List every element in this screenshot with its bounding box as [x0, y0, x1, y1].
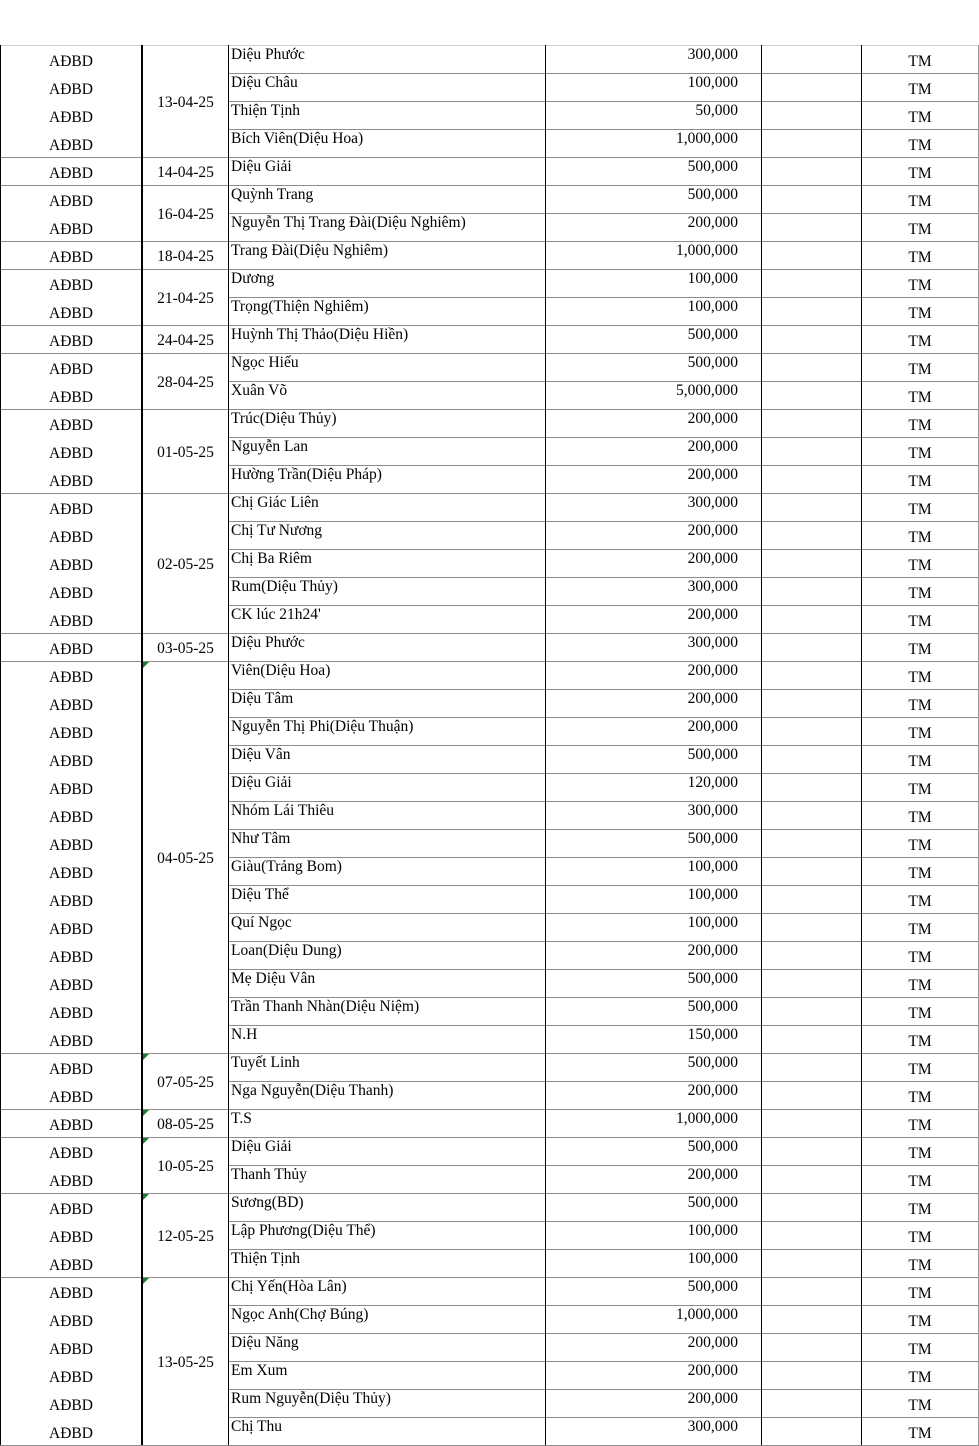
donor-name-cell[interactable]: Ngọc Hiếu	[228, 353, 545, 381]
date-cell[interactable]: 01-05-25	[142, 409, 228, 493]
note-cell[interactable]	[762, 1277, 862, 1305]
amount-cell[interactable]: 500,000	[545, 1277, 762, 1305]
note-cell[interactable]	[762, 1417, 862, 1445]
donor-name-cell[interactable]: Diệu Vân	[228, 745, 545, 773]
amount-cell[interactable]: 500,000	[545, 185, 762, 213]
payment-method-cell[interactable]: TM	[862, 1165, 979, 1193]
amount-cell[interactable]: 50,000	[545, 101, 762, 129]
account-code-cell[interactable]: AĐBD	[0, 297, 142, 325]
donor-name-cell[interactable]: Rum(Diệu Thủy)	[228, 577, 545, 605]
amount-cell[interactable]: 100,000	[545, 1249, 762, 1277]
comment-indicator-icon	[143, 1110, 149, 1116]
account-code-cell[interactable]: AĐBD	[0, 1249, 142, 1277]
account-code-cell[interactable]: AĐBD	[0, 941, 142, 969]
payment-method-cell[interactable]: TM	[862, 1109, 979, 1137]
donor-name-cell[interactable]: Diệu Thể	[228, 885, 545, 913]
amount-cell[interactable]: 100,000	[545, 73, 762, 101]
amount-cell[interactable]: 200,000	[545, 465, 762, 493]
amount-cell[interactable]: 100,000	[545, 913, 762, 941]
account-code-cell[interactable]: AĐBD	[0, 661, 142, 689]
payment-method-cell[interactable]: TM	[862, 1417, 979, 1445]
amount-cell[interactable]: 500,000	[545, 1053, 762, 1081]
amount-cell[interactable]: 300,000	[545, 633, 762, 661]
donor-name-cell[interactable]: Hường Trần(Diệu Pháp)	[228, 465, 545, 493]
account-code-cell[interactable]: AĐBD	[0, 73, 142, 101]
amount-cell[interactable]: 200,000	[545, 1081, 762, 1109]
date-cell[interactable]: 24-04-25	[142, 325, 228, 353]
payment-method-cell[interactable]: TM	[862, 465, 979, 493]
payment-method-cell[interactable]: TM	[862, 521, 979, 549]
note-cell[interactable]	[762, 1025, 862, 1053]
donor-name-cell[interactable]: Trang Đài(Diệu Nghiêm)	[228, 241, 545, 269]
amount-cell[interactable]: 500,000	[545, 745, 762, 773]
payment-method-cell[interactable]: TM	[862, 241, 979, 269]
account-code-cell[interactable]: AĐBD	[0, 1361, 142, 1389]
payment-method-cell[interactable]: TM	[862, 885, 979, 913]
note-cell[interactable]	[762, 157, 862, 185]
comment-indicator-icon	[143, 1194, 149, 1200]
amount-cell[interactable]: 300,000	[545, 801, 762, 829]
amount-cell[interactable]: 100,000	[545, 297, 762, 325]
amount-cell[interactable]: 5,000,000	[545, 381, 762, 409]
account-code-cell[interactable]: AĐBD	[0, 745, 142, 773]
account-code-cell[interactable]: AĐBD	[0, 577, 142, 605]
amount-cell[interactable]: 200,000	[545, 717, 762, 745]
note-cell[interactable]	[762, 353, 862, 381]
donor-name-cell[interactable]: Thiện Tịnh	[228, 101, 545, 129]
account-code-cell[interactable]: AĐBD	[0, 213, 142, 241]
account-code-cell[interactable]: AĐBD	[0, 773, 142, 801]
donor-name-cell[interactable]: Chị Giác Liên	[228, 493, 545, 521]
amount-cell[interactable]: 500,000	[545, 157, 762, 185]
payment-method-cell[interactable]: TM	[862, 549, 979, 577]
amount-cell[interactable]: 500,000	[545, 325, 762, 353]
payment-method-cell[interactable]: TM	[862, 577, 979, 605]
note-cell[interactable]	[762, 381, 862, 409]
note-cell[interactable]	[762, 1137, 862, 1165]
amount-cell[interactable]: 300,000	[545, 1417, 762, 1445]
date-cell[interactable]: 14-04-25	[142, 157, 228, 185]
account-code-cell[interactable]: AĐBD	[0, 325, 142, 353]
payment-method-cell[interactable]: TM	[862, 1389, 979, 1417]
payment-method-cell[interactable]: TM	[862, 213, 979, 241]
amount-cell[interactable]: 100,000	[545, 885, 762, 913]
account-code-cell[interactable]: AĐBD	[0, 1305, 142, 1333]
donor-name-cell[interactable]: Huỳnh Thị Thảo(Diệu Hiền)	[228, 325, 545, 353]
payment-method-cell[interactable]: TM	[862, 913, 979, 941]
note-cell[interactable]	[762, 1389, 862, 1417]
account-code-cell[interactable]: AĐBD	[0, 913, 142, 941]
donor-name-cell[interactable]: Em Xum	[228, 1361, 545, 1389]
account-code-cell[interactable]: AĐBD	[0, 885, 142, 913]
note-cell[interactable]	[762, 1361, 862, 1389]
donor-name-cell[interactable]: Trần Thanh Nhàn(Diệu Niệm)	[228, 997, 545, 1025]
donor-name-cell[interactable]: Mẹ Diệu Vân	[228, 969, 545, 997]
account-code-cell[interactable]: AĐBD	[0, 1193, 142, 1221]
note-cell[interactable]	[762, 829, 862, 857]
donor-name-cell[interactable]: Dương	[228, 269, 545, 297]
account-code-cell[interactable]: AĐBD	[0, 381, 142, 409]
donor-name-cell[interactable]: Diệu Phước	[228, 45, 545, 73]
amount-cell[interactable]: 100,000	[545, 269, 762, 297]
donor-name-cell[interactable]: T.S	[228, 1109, 545, 1137]
payment-method-cell[interactable]: TM	[862, 1277, 979, 1305]
amount-cell[interactable]: 1,000,000	[545, 1109, 762, 1137]
amount-cell[interactable]: 200,000	[545, 213, 762, 241]
note-cell[interactable]	[762, 409, 862, 437]
note-cell[interactable]	[762, 1053, 862, 1081]
amount-cell[interactable]: 500,000	[545, 969, 762, 997]
note-cell[interactable]	[762, 45, 862, 73]
date-cell[interactable]: 03-05-25	[142, 633, 228, 661]
donor-name-cell[interactable]: Ngọc Anh(Chợ Búng)	[228, 1305, 545, 1333]
payment-method-cell[interactable]: TM	[862, 1249, 979, 1277]
amount-cell[interactable]: 500,000	[545, 353, 762, 381]
donor-name-cell[interactable]: Nguyễn Thị Phi(Diệu Thuận)	[228, 717, 545, 745]
account-code-cell[interactable]: AĐBD	[0, 465, 142, 493]
date-cell[interactable]: 13-04-25	[142, 45, 228, 157]
note-cell[interactable]	[762, 913, 862, 941]
note-cell[interactable]	[762, 1193, 862, 1221]
donor-name-cell[interactable]: Quí Ngọc	[228, 913, 545, 941]
payment-method-cell[interactable]: TM	[862, 325, 979, 353]
comment-indicator-icon	[143, 1054, 149, 1060]
note-cell[interactable]	[762, 493, 862, 521]
note-cell[interactable]	[762, 297, 862, 325]
payment-method-cell[interactable]: TM	[862, 101, 979, 129]
note-cell[interactable]	[762, 885, 862, 913]
note-cell[interactable]	[762, 269, 862, 297]
donor-name-cell[interactable]: Tuyết Linh	[228, 1053, 545, 1081]
note-cell[interactable]	[762, 801, 862, 829]
account-code-cell[interactable]: AĐBD	[0, 1221, 142, 1249]
note-cell[interactable]	[762, 605, 862, 633]
account-code-cell[interactable]: AĐBD	[0, 269, 142, 297]
payment-method-cell[interactable]: TM	[862, 45, 979, 73]
payment-method-cell[interactable]: TM	[862, 297, 979, 325]
account-code-cell[interactable]: AĐBD	[0, 521, 142, 549]
date-cell[interactable]: 18-04-25	[142, 241, 228, 269]
date-cell[interactable]: 08-05-25	[142, 1109, 228, 1137]
donor-name-cell[interactable]: Nhóm Lái Thiêu	[228, 801, 545, 829]
date-cell[interactable]: 12-05-25	[142, 1193, 228, 1277]
note-cell[interactable]	[762, 1081, 862, 1109]
payment-method-cell[interactable]: TM	[862, 745, 979, 773]
note-cell[interactable]	[762, 717, 862, 745]
payment-method-cell[interactable]: TM	[862, 1333, 979, 1361]
donor-name-cell[interactable]: CK lúc 21h24'	[228, 605, 545, 633]
amount-cell[interactable]: 1,000,000	[545, 129, 762, 157]
account-code-cell[interactable]: AĐBD	[0, 409, 142, 437]
note-cell[interactable]	[762, 1221, 862, 1249]
note-cell[interactable]	[762, 997, 862, 1025]
note-cell[interactable]	[762, 661, 862, 689]
account-code-cell[interactable]: AĐBD	[0, 1053, 142, 1081]
account-code-cell[interactable]: AĐBD	[0, 185, 142, 213]
donor-name-cell[interactable]: Quỳnh Trang	[228, 185, 545, 213]
note-cell[interactable]	[762, 633, 862, 661]
account-code-cell[interactable]: AĐBD	[0, 969, 142, 997]
account-code-cell[interactable]: AĐBD	[0, 549, 142, 577]
date-cell[interactable]: 16-04-25	[142, 185, 228, 241]
amount-cell[interactable]: 200,000	[545, 1165, 762, 1193]
note-cell[interactable]	[762, 745, 862, 773]
account-code-cell[interactable]: AĐBD	[0, 1025, 142, 1053]
donor-name-cell[interactable]: Trúc(Diệu Thủy)	[228, 409, 545, 437]
note-cell[interactable]	[762, 577, 862, 605]
donor-name-cell[interactable]: Chị Tư Nương	[228, 521, 545, 549]
amount-cell[interactable]: 120,000	[545, 773, 762, 801]
donor-name-cell[interactable]: N.H	[228, 1025, 545, 1053]
date-cell[interactable]: 13-05-25	[142, 1277, 228, 1445]
account-code-cell[interactable]: AĐBD	[0, 997, 142, 1025]
note-cell[interactable]	[762, 1333, 862, 1361]
amount-cell[interactable]: 300,000	[545, 577, 762, 605]
donor-name-cell[interactable]: Rum Nguyễn(Diệu Thủy)	[228, 1389, 545, 1417]
payment-method-cell[interactable]: TM	[862, 1361, 979, 1389]
note-cell[interactable]	[762, 101, 862, 129]
donor-name-cell[interactable]: Nguyễn Thị Trang Đài(Diệu Nghiêm)	[228, 213, 545, 241]
comment-indicator-icon	[143, 1138, 149, 1144]
date-cell[interactable]: 04-05-25	[142, 661, 228, 1053]
payment-method-cell[interactable]: TM	[862, 1081, 979, 1109]
payment-method-cell[interactable]: TM	[862, 1137, 979, 1165]
amount-cell[interactable]: 200,000	[545, 661, 762, 689]
payment-method-cell[interactable]: TM	[862, 997, 979, 1025]
note-cell[interactable]	[762, 213, 862, 241]
comment-indicator-icon	[143, 662, 149, 668]
payment-method-cell[interactable]: TM	[862, 129, 979, 157]
payment-method-cell[interactable]: TM	[862, 185, 979, 213]
note-cell[interactable]	[762, 941, 862, 969]
donor-name-cell[interactable]: Nga Nguyễn(Diệu Thanh)	[228, 1081, 545, 1109]
donor-name-cell[interactable]: Trọng(Thiện Nghiêm)	[228, 297, 545, 325]
date-cell[interactable]: 07-05-25	[142, 1053, 228, 1109]
note-cell[interactable]	[762, 465, 862, 493]
donor-name-cell[interactable]: Bích Viên(Diệu Hoa)	[228, 129, 545, 157]
donor-name-cell[interactable]: Diệu Năng	[228, 1333, 545, 1361]
date-cell[interactable]: 02-05-25	[142, 493, 228, 633]
account-code-cell[interactable]: AĐBD	[0, 241, 142, 269]
amount-cell[interactable]: 500,000	[545, 1193, 762, 1221]
payment-method-cell[interactable]: TM	[862, 73, 979, 101]
payment-method-cell[interactable]: TM	[862, 1025, 979, 1053]
donor-name-cell[interactable]: Chị Yến(Hòa Lân)	[228, 1277, 545, 1305]
account-code-cell[interactable]: AĐBD	[0, 1389, 142, 1417]
date-cell[interactable]: 21-04-25	[142, 269, 228, 325]
payment-method-cell[interactable]: TM	[862, 1193, 979, 1221]
note-cell[interactable]	[762, 1305, 862, 1333]
amount-cell[interactable]: 200,000	[545, 437, 762, 465]
account-code-cell[interactable]: AĐBD	[0, 1277, 142, 1305]
payment-method-cell[interactable]: TM	[862, 969, 979, 997]
note-cell[interactable]	[762, 73, 862, 101]
date-cell[interactable]: 10-05-25	[142, 1137, 228, 1193]
note-cell[interactable]	[762, 437, 862, 465]
donor-name-cell[interactable]: Viên(Diệu Hoa)	[228, 661, 545, 689]
amount-cell[interactable]: 200,000	[545, 605, 762, 633]
payment-method-cell[interactable]: TM	[862, 409, 979, 437]
note-cell[interactable]	[762, 521, 862, 549]
note-cell[interactable]	[762, 1109, 862, 1137]
amount-cell[interactable]: 300,000	[545, 45, 762, 73]
account-code-cell[interactable]: AĐBD	[0, 45, 142, 73]
account-code-cell[interactable]: AĐBD	[0, 1137, 142, 1165]
payment-method-cell[interactable]: TM	[862, 689, 979, 717]
amount-cell[interactable]: 150,000	[545, 1025, 762, 1053]
payment-method-cell[interactable]: TM	[862, 801, 979, 829]
donor-name-cell[interactable]: Diệu Giải	[228, 773, 545, 801]
account-code-cell[interactable]: AĐBD	[0, 689, 142, 717]
payment-method-cell[interactable]: TM	[862, 633, 979, 661]
account-code-cell[interactable]: AĐBD	[0, 157, 142, 185]
payment-method-cell[interactable]: TM	[862, 493, 979, 521]
account-code-cell[interactable]: AĐBD	[0, 1109, 142, 1137]
donor-name-cell[interactable]: Như Tâm	[228, 829, 545, 857]
payment-method-cell[interactable]: TM	[862, 941, 979, 969]
account-code-cell[interactable]: AĐBD	[0, 605, 142, 633]
amount-cell[interactable]: 500,000	[545, 1137, 762, 1165]
amount-cell[interactable]: 200,000	[545, 409, 762, 437]
note-cell[interactable]	[762, 969, 862, 997]
account-code-cell[interactable]: AĐBD	[0, 129, 142, 157]
payment-method-cell[interactable]: TM	[862, 661, 979, 689]
account-code-cell[interactable]: AĐBD	[0, 829, 142, 857]
payment-method-cell[interactable]: TM	[862, 857, 979, 885]
date-cell[interactable]: 28-04-25	[142, 353, 228, 409]
payment-method-cell[interactable]: TM	[862, 773, 979, 801]
note-cell[interactable]	[762, 1165, 862, 1193]
note-cell[interactable]	[762, 1249, 862, 1277]
amount-cell[interactable]: 200,000	[545, 1361, 762, 1389]
donor-name-cell[interactable]: Sương(BD)	[228, 1193, 545, 1221]
donor-name-cell[interactable]: Nguyễn Lan	[228, 437, 545, 465]
note-cell[interactable]	[762, 549, 862, 577]
account-code-cell[interactable]: AĐBD	[0, 493, 142, 521]
payment-method-cell[interactable]: TM	[862, 437, 979, 465]
note-cell[interactable]	[762, 857, 862, 885]
account-code-cell[interactable]: AĐBD	[0, 801, 142, 829]
amount-cell[interactable]: 200,000	[545, 1389, 762, 1417]
donor-name-cell[interactable]: Lập Phương(Diệu Thể)	[228, 1221, 545, 1249]
donor-name-cell[interactable]: Giàu(Trảng Bom)	[228, 857, 545, 885]
amount-cell[interactable]: 300,000	[545, 493, 762, 521]
payment-method-cell[interactable]: TM	[862, 1221, 979, 1249]
note-cell[interactable]	[762, 185, 862, 213]
note-cell[interactable]	[762, 773, 862, 801]
payment-method-cell[interactable]: TM	[862, 381, 979, 409]
account-code-cell[interactable]: AĐBD	[0, 1081, 142, 1109]
donor-name-cell[interactable]: Thiện Tịnh	[228, 1249, 545, 1277]
note-cell[interactable]	[762, 325, 862, 353]
account-code-cell[interactable]: AĐBD	[0, 101, 142, 129]
amount-cell[interactable]: 200,000	[545, 689, 762, 717]
account-code-cell[interactable]: AĐBD	[0, 1333, 142, 1361]
payment-method-cell[interactable]: TM	[862, 717, 979, 745]
donor-name-cell[interactable]: Loan(Diệu Dung)	[228, 941, 545, 969]
account-code-cell[interactable]: AĐBD	[0, 353, 142, 381]
donor-name-cell[interactable]: Diệu Giải	[228, 157, 545, 185]
donor-name-cell[interactable]: Xuân Võ	[228, 381, 545, 409]
account-code-cell[interactable]: AĐBD	[0, 717, 142, 745]
donor-name-cell[interactable]: Chị Thu	[228, 1417, 545, 1445]
note-cell[interactable]	[762, 241, 862, 269]
payment-method-cell[interactable]: TM	[862, 1305, 979, 1333]
comment-indicator-icon	[143, 1278, 149, 1284]
payment-method-cell[interactable]: TM	[862, 605, 979, 633]
payment-method-cell[interactable]: TM	[862, 353, 979, 381]
donor-name-cell[interactable]: Diệu Châu	[228, 73, 545, 101]
payment-method-cell[interactable]: TM	[862, 157, 979, 185]
account-code-cell[interactable]: AĐBD	[0, 857, 142, 885]
amount-cell[interactable]: 1,000,000	[545, 241, 762, 269]
amount-cell[interactable]: 100,000	[545, 857, 762, 885]
payment-method-cell[interactable]: TM	[862, 1053, 979, 1081]
donor-name-cell[interactable]: Chị Ba Riêm	[228, 549, 545, 577]
amount-cell[interactable]: 200,000	[545, 1333, 762, 1361]
donor-name-cell[interactable]: Diệu Giải	[228, 1137, 545, 1165]
amount-cell[interactable]: 100,000	[545, 1221, 762, 1249]
amount-cell[interactable]: 500,000	[545, 829, 762, 857]
donor-name-cell[interactable]: Diệu Tâm	[228, 689, 545, 717]
account-code-cell[interactable]: AĐBD	[0, 437, 142, 465]
amount-cell[interactable]: 200,000	[545, 941, 762, 969]
account-code-cell[interactable]: AĐBD	[0, 1417, 142, 1445]
note-cell[interactable]	[762, 689, 862, 717]
amount-cell[interactable]: 1,000,000	[545, 1305, 762, 1333]
donor-name-cell[interactable]: Diệu Phước	[228, 633, 545, 661]
note-cell[interactable]	[762, 129, 862, 157]
amount-cell[interactable]: 200,000	[545, 521, 762, 549]
payment-method-cell[interactable]: TM	[862, 829, 979, 857]
amount-cell[interactable]: 200,000	[545, 549, 762, 577]
amount-cell[interactable]: 500,000	[545, 997, 762, 1025]
account-code-cell[interactable]: AĐBD	[0, 633, 142, 661]
payment-method-cell[interactable]: TM	[862, 269, 979, 297]
account-code-cell[interactable]: AĐBD	[0, 1165, 142, 1193]
donor-name-cell[interactable]: Thanh Thủy	[228, 1165, 545, 1193]
